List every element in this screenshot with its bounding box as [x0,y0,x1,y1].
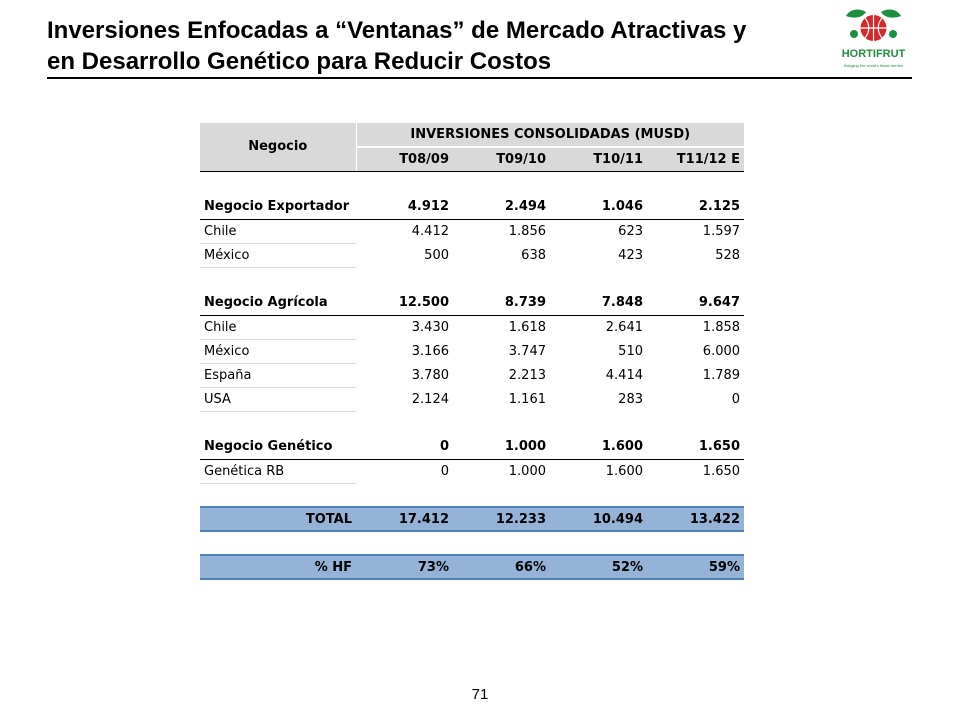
title-line-1: Inversiones Enfocadas a “Ventanas” de Mercado Atractivas y [47,17,747,44]
cell-value: 1.858 [702,319,741,335]
cell-value: 1.650 [702,463,741,479]
cell-value: 10.494 [550,507,647,531]
cell-value: 1.650 [647,435,744,459]
table-row [200,219,744,243]
cell-value: 283 [618,391,643,407]
table-row [200,243,744,267]
cell-value: 528 [715,247,741,263]
cell-value: 3.430 [411,319,449,335]
cell-value: 6.000 [702,343,741,359]
cell-value: 3.166 [411,343,449,359]
period-header: T11/12 E [647,147,744,171]
table-row [200,387,744,411]
period-header: T08/09 [356,147,453,171]
cell-value: 7.848 [550,291,647,315]
cell-value: 2.213 [508,367,546,383]
cell-value: 2.494 [453,195,550,219]
cell-value: 0 [731,391,741,407]
cell-value: 623 [618,223,643,239]
cell-value: 13.422 [647,507,744,531]
row-label: Negocio Agrícola [200,291,356,315]
cell-value: 9.647 [647,291,744,315]
slide-title [47,15,837,77]
cell-value: 1.597 [702,223,741,239]
row-label: USA [200,387,356,411]
period-header: T10/11 [550,147,647,171]
table-row [200,315,744,339]
cell-value: 12.233 [453,507,550,531]
section-row-genetico [200,435,744,459]
cell-value: 3.780 [411,367,449,383]
cell-value: 1.046 [550,195,647,219]
cell-value: 4.412 [411,223,449,239]
page-number: 71 [471,686,489,703]
row-label: Genética RB [200,459,356,483]
row-label: Chile [200,219,356,243]
title-line-2: en Desarrollo Genético para Reducir Costos [47,48,552,75]
cell-value: 1.000 [453,435,550,459]
cell-value: 8.739 [453,291,550,315]
cell-value: 1.618 [508,319,546,335]
row-label: Negocio Genético [200,435,356,459]
group-header: INVERSIONES CONSOLIDADAS (MUSD) [356,123,744,147]
cell-value: 1.856 [508,223,546,239]
cell-value: 1.000 [508,463,546,479]
logo-leaf-icon [881,9,901,17]
section-row-agricola [200,291,744,315]
cell-value: 0 [440,463,449,479]
pct-hf-row [200,555,744,579]
title-divider [47,77,912,79]
table-row [200,339,744,363]
row-label: % HF [200,555,356,579]
cell-value: 500 [424,247,449,263]
cell-value: 1.600 [550,435,647,459]
table-row [200,363,744,387]
total-row [200,507,744,531]
hortifrut-logo [836,8,911,74]
row-label: Negocio Exportador [200,195,356,219]
cell-value: 12.500 [356,291,453,315]
cell-value: 4.912 [356,195,453,219]
row-label: TOTAL [200,507,356,531]
investments-table [200,123,744,580]
cell-value: 59% [647,555,744,579]
cell-value: 423 [618,247,643,263]
cell-value: 2.124 [411,391,449,407]
cell-value: 4.414 [605,367,643,383]
logo-wordmark: HORTIFRUT [841,48,906,60]
cell-value: 66% [453,555,550,579]
logo-tagline: Bringing the world's finest berries [844,63,903,68]
cell-value: 1.789 [702,367,741,383]
section-row-exportador [200,195,744,219]
row-label: México [200,339,356,363]
negocio-header: Negocio [200,123,356,171]
cell-value: 0 [356,435,453,459]
logo-leaf-icon [846,9,866,17]
period-header: T09/10 [453,147,550,171]
cell-value: 1.161 [508,391,546,407]
row-label: México [200,243,356,267]
table-row [200,459,744,483]
cell-value: 2.641 [605,319,643,335]
row-label: Chile [200,315,356,339]
table-header-row [200,123,744,147]
cell-value: 52% [550,555,647,579]
row-label: España [200,363,356,387]
cell-value: 73% [356,555,453,579]
cell-value: 1.600 [605,463,643,479]
cell-value: 3.747 [508,343,546,359]
cell-value: 2.125 [647,195,744,219]
cell-value: 510 [618,343,643,359]
cell-value: 638 [521,247,546,263]
cell-value: 17.412 [356,507,453,531]
